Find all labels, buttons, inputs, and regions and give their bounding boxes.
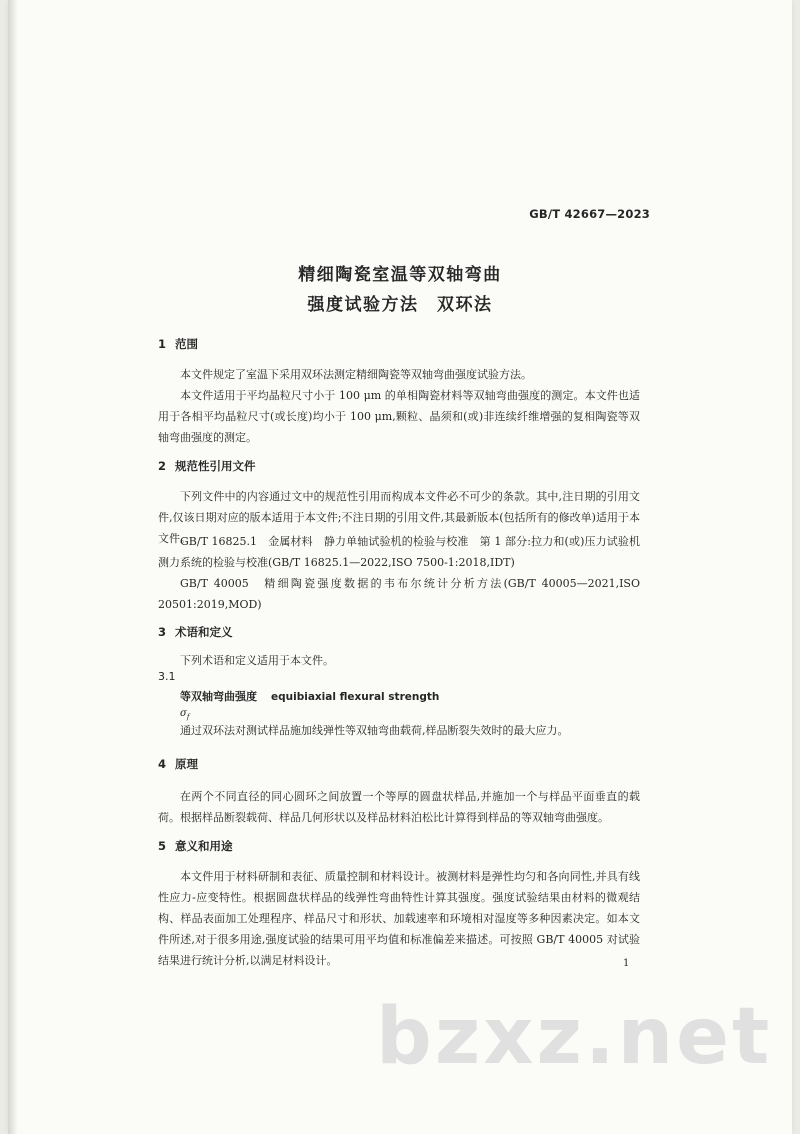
term-symbol: $\sigma_f$ (180, 708, 190, 721)
document-title-line1: 精细陶瓷室温等双轴弯曲 (298, 265, 502, 285)
normative-reference-1: GB/T 16825.1 金属材料 静力单轴试验机的检验与校准 第 1 部分:拉力和(或)压力试验机 测力系统的检验与校准(GB/T 16825.1—2022,ISO 7500-1:2018,IDT) (158, 535, 640, 569)
term-english: equibiaxial flexural strength (271, 691, 440, 703)
page-edge-shadow (8, 0, 18, 1134)
section-4-heading (158, 756, 198, 772)
section-number: 3 (158, 625, 167, 639)
section-number: 5 (158, 839, 167, 853)
section-5-paragraph-1: 本文件用于材料研制和表征、质量控制和材料设计。被测材料是弹性均匀和各向同性,并具有线性应力-应变特性。根据圆盘状样品的线弹性弯曲特性计算其强度。强度试验结果由材料的微观结构、样品表面加工处理程序、样品尺寸和形状、加载速率和环境相对湿度等多种因素决定。如本文件所述,对于很多用途,强度试验的结果可用平均值和标准偏差来描述。可按照 GB/T 40005 对试验结果进行统计分析,以满足材料设计。 (158, 870, 640, 967)
section-title: 范围 (175, 337, 198, 351)
section-2-paragraph-1: 下列文件中的内容通过文中的规范性引用而构成本文件必不可少的条款。其中,注日期的引用文件,仅该日期对应的版本适用于本文件;不注日期的引用文件,其最新版本(包括所有的修改单)适用于本文件。 (158, 490, 640, 545)
section-2-heading (158, 458, 256, 474)
term-definition: 通过双环法对测试样品施加线弹性等双轴弯曲载荷,样品断裂失效时的最大应力。 (180, 724, 569, 737)
term-chinese: 等双轴弯曲强度 (180, 690, 257, 703)
section-3-heading (158, 624, 233, 640)
clause-number: 3.1 (158, 670, 176, 683)
normative-reference-2: GB/T 40005 精细陶瓷强度数据的韦布尔统计分析方法(GB/T 40005—2021,ISO 20501:2019,MOD) (158, 577, 640, 611)
watermark: bzxz.net (376, 992, 773, 1082)
section-4-paragraph-1: 在两个不同直径的同心圆环之间放置一个等厚的圆盘状样品,并施加一个与样品平面垂直的载荷。根据样品断裂载荷、样品几何形状以及样品材料泊松比计算得到样品的等双轴弯曲强度。 (158, 790, 640, 824)
section-title: 术语和定义 (175, 625, 233, 639)
section-1-heading (158, 336, 198, 352)
section-5-heading (158, 838, 233, 854)
standard-number: GB/T 42667—2023 (529, 207, 650, 221)
section-title: 原理 (175, 757, 198, 771)
section-number: 4 (158, 757, 167, 771)
section-1-paragraph-2: 本文件适用于平均晶粒尺寸小于 100 μm 的单相陶瓷材料等双轴弯曲强度的测定。本文件也适用于各相平均晶粒尺寸(或长度)均小于 100 μm,颗粒、晶须和(或)非连续纤维增强的复相陶瓷等双轴弯曲强度的测定。 (158, 389, 640, 444)
document-title-line2: 强度试验方法 双环法 (307, 295, 493, 315)
section-number: 2 (158, 459, 167, 473)
section-title: 意义和用途 (175, 839, 233, 853)
section-number: 1 (158, 337, 167, 351)
page-number: 1 (623, 958, 630, 969)
section-title: 规范性引用文件 (175, 459, 256, 473)
section-1-paragraph-1: 本文件规定了室温下采用双环法测定精细陶瓷等双轴弯曲强度试验方法。 (180, 368, 532, 381)
term-entry (180, 688, 439, 704)
section-3-paragraph-1: 下列术语和定义适用于本文件。 (180, 654, 334, 667)
